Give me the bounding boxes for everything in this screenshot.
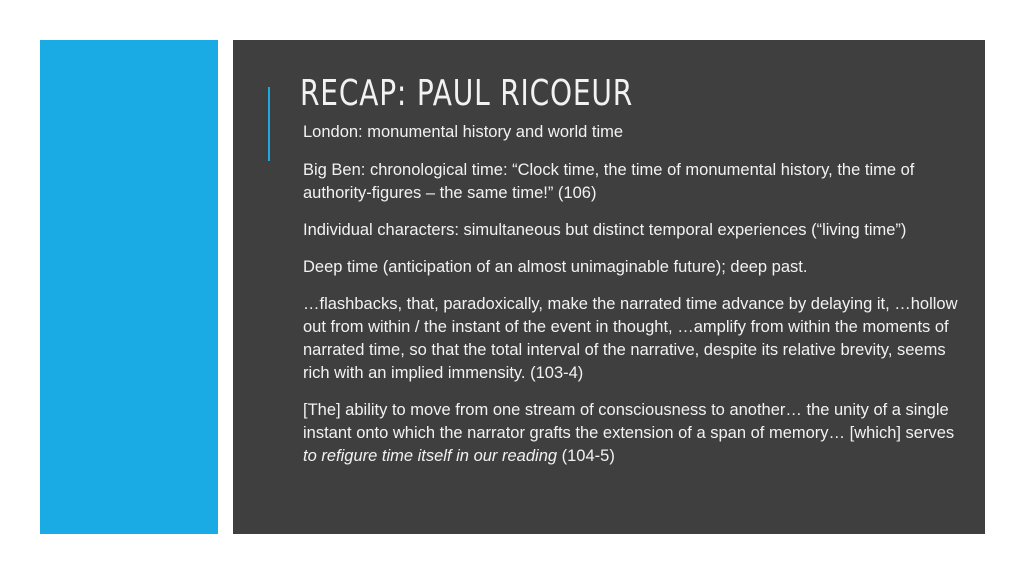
quote-text: [The] ability to move from one stream of consciousness to another… the unity of a single instant onto which the narrator grafts the extension of a span of memory… [which] serves [303, 401, 955, 442]
accent-panel [40, 40, 218, 534]
slide-body [303, 121, 958, 482]
paragraph-big-ben: Big Ben: chronological time: “Clock time, the time of monumental history, the time of authority-figures – the same time!” (106) [303, 161, 915, 202]
paragraph-deep-time: Deep time (anticipation of an almost unimaginable future); deep past. [303, 258, 808, 276]
paragraph-london: London: monumental history and world time [303, 123, 624, 141]
title-divider [268, 87, 270, 161]
paragraph-stream-of-consciousness-quote [303, 399, 958, 468]
quote-emphasis: to refigure time itself in our reading [303, 447, 558, 465]
paragraph-individual-characters: Individual characters: simultaneous but distinct temporal experiences (“living time”) [303, 221, 907, 239]
quote-citation: (104-5) [557, 447, 615, 465]
paragraph-flashbacks-quote: …flashbacks, that, paradoxically, make the narrated time advance by delaying it, …hollow out from within / the instant of the event in thought, …amplify from within the moments of narrated time, so that the total interval of the narrative, despite its relative brevity, seems rich with an implied immensity. (103-4) [303, 295, 958, 382]
slide-title: RECAP: PAUL RICOEUR [300, 73, 633, 114]
